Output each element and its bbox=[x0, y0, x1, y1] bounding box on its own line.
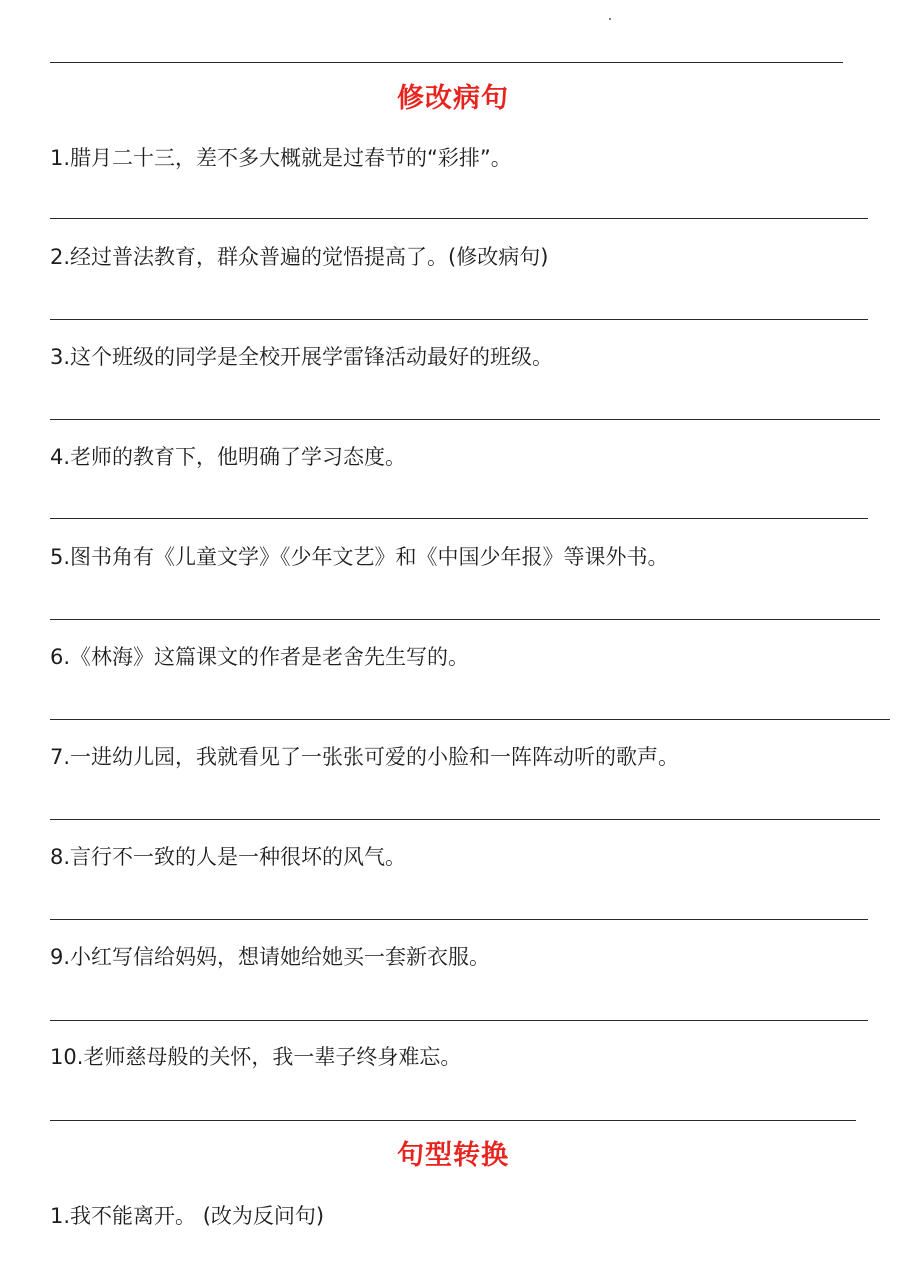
answer-line bbox=[50, 419, 880, 420]
answer-line bbox=[50, 619, 880, 620]
answer-line bbox=[50, 1120, 856, 1121]
exercise-item: 8.言行不一致的人是一种很坏的风气。 bbox=[50, 845, 407, 869]
exercise-item: 2.经过普法教育，群众普遍的觉悟提高了。(修改病句) bbox=[50, 245, 549, 269]
section-title: 修改病句 bbox=[397, 83, 509, 114]
exercise-item: 6.《林海》这篇课文的作者是老舍先生写的。 bbox=[50, 645, 470, 669]
answer-line bbox=[50, 819, 880, 820]
exercise-item: 4.老师的教育下，他明确了学习态度。 bbox=[50, 445, 407, 469]
answer-line bbox=[50, 518, 868, 519]
exercise-item: 1.腊月二十三，差不多大概就是过春节的“彩排”。 bbox=[50, 146, 512, 170]
answer-line bbox=[50, 218, 868, 219]
answer-line bbox=[50, 719, 890, 720]
speck-mark bbox=[609, 18, 611, 20]
answer-line bbox=[50, 62, 843, 63]
exercise-item: 9.小红写信给妈妈，想请她给她买一套新衣服。 bbox=[50, 945, 491, 969]
section-title: 句型转换 bbox=[397, 1140, 509, 1171]
exercise-item: 3.这个班级的同学是全校开展学雷锋活动最好的班级。 bbox=[50, 345, 554, 369]
answer-line bbox=[50, 319, 868, 320]
exercise-item: 7.一进幼儿园，我就看见了一张张可爱的小脸和一阵阵动听的歌声。 bbox=[50, 745, 680, 769]
exercise-item: 1.我不能离开。 (改为反问句) bbox=[50, 1204, 325, 1228]
answer-line bbox=[50, 919, 868, 920]
exercise-item: 5.图书角有《儿童文学》《少年文艺》和《中国少年报》等课外书。 bbox=[50, 545, 669, 569]
exercise-item: 10.老师慈母般的关怀，我一辈子终身难忘。 bbox=[50, 1045, 462, 1069]
answer-line bbox=[50, 1020, 868, 1021]
